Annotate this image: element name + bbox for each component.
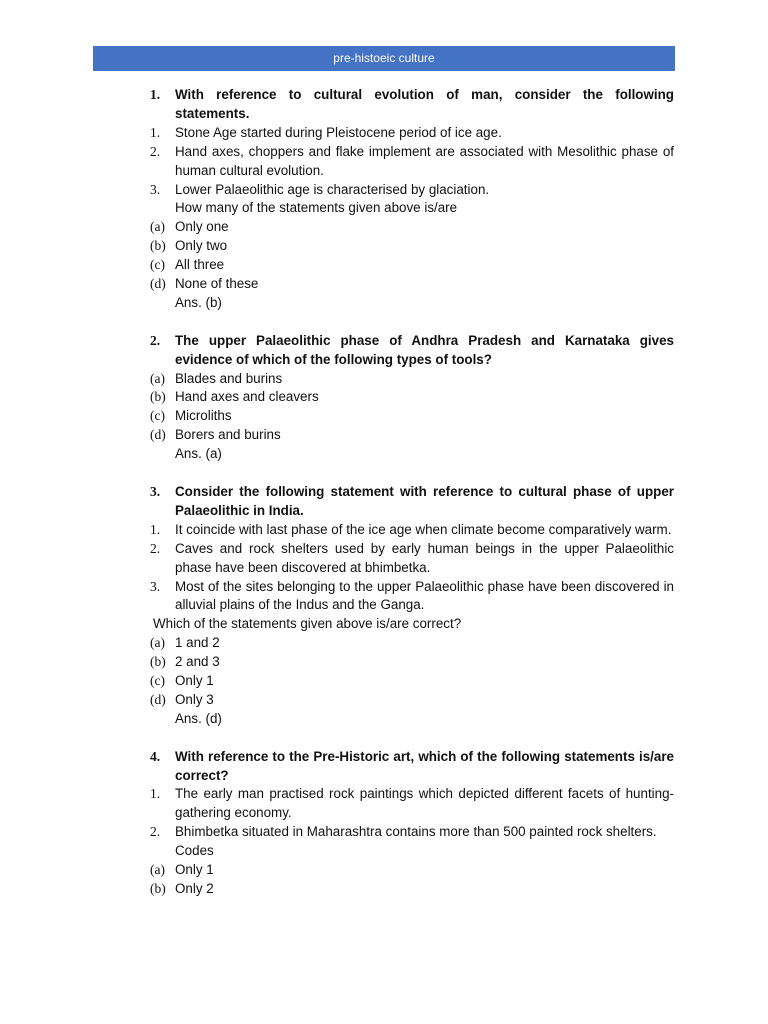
- statement-text: Caves and rock shelters used by early human beings in the upper Palaeolithic phase have been discovered at bhimbetka.: [175, 540, 674, 575]
- statement-text: It coincide with last phase of the ice age when climate become comparatively warm.: [175, 521, 672, 537]
- option-item: [150, 634, 674, 653]
- option-label: (c): [150, 408, 165, 424]
- question-2: [150, 332, 674, 370]
- question-text: Consider the following statement with reference to cultural phase of upper Palaeolithic in India.: [175, 484, 674, 518]
- answer-text: Ans. (b): [175, 294, 222, 310]
- option-item: [150, 880, 674, 899]
- option-item: [150, 426, 674, 445]
- option-text: Borers and burins: [175, 427, 281, 443]
- statement-item: [150, 785, 674, 823]
- option-label: (c): [150, 257, 165, 273]
- option-label: (b): [150, 238, 166, 254]
- option-item: [150, 370, 674, 389]
- option-label: (b): [150, 881, 166, 897]
- statement-item: [150, 578, 674, 616]
- question-prompt: Which of the statements given above is/are correct?: [153, 616, 462, 632]
- statement-number: 1.: [150, 124, 161, 140]
- option-label: (d): [150, 276, 166, 292]
- question-number: 2.: [150, 332, 161, 348]
- option-item: [150, 407, 674, 426]
- option-item: [150, 237, 674, 256]
- option-item: [150, 218, 674, 237]
- statement-number: 2.: [150, 824, 161, 840]
- option-label: (d): [150, 427, 166, 443]
- option-item: [150, 861, 674, 880]
- option-item: [150, 672, 674, 691]
- option-text: Only 2: [175, 881, 214, 897]
- option-label: (a): [150, 370, 165, 386]
- option-item: [150, 388, 674, 407]
- spacer: [150, 313, 674, 332]
- statement-number: 1.: [150, 521, 161, 537]
- question-prompt: How many of the statements given above is/are: [175, 200, 458, 216]
- statement-text: Lower Palaeolithic age is characterised by glaciation.: [175, 181, 490, 197]
- statement-item: [150, 540, 674, 578]
- question-number: 1.: [150, 87, 161, 102]
- option-item: [150, 256, 674, 275]
- statement-text: Most of the sites belonging to the upper Palaeolithic phase have been discovered in alluvial plains of the Indus and the Ganga.: [175, 578, 674, 613]
- option-text: Only 1: [175, 673, 214, 689]
- option-label: (a): [150, 862, 165, 878]
- question-text: The upper Palaeolithic phase of Andhra Pradesh and Karnataka gives evidence of which of the following types of tools?: [175, 332, 674, 367]
- option-text: Blades and burins: [175, 370, 283, 386]
- option-item: [150, 275, 674, 294]
- option-text: Only two: [175, 238, 228, 254]
- statement-number: 2.: [150, 540, 161, 556]
- statement-item: [150, 181, 674, 200]
- question-number: 4.: [150, 748, 161, 764]
- statement-text: Stone Age started during Pleistocene period of ice age.: [175, 124, 502, 140]
- answer-text: Ans. (a): [175, 446, 222, 462]
- statement-number: 2.: [150, 143, 161, 159]
- statement-text: Hand axes, choppers and flake implement are associated with Mesolithic phase of human cultural evolution.: [175, 143, 674, 178]
- answer-text: Ans. (d): [175, 710, 222, 726]
- question-text: With reference to cultural evolution of man, consider the following statements.: [175, 87, 674, 121]
- statement-item: [150, 521, 674, 540]
- option-text: Only 1: [175, 862, 214, 878]
- option-label: (b): [150, 654, 166, 670]
- document-body: [150, 86, 674, 899]
- statement-text: Bhimbetka situated in Maharashtra contains more than 500 painted rock shelters.: [175, 824, 657, 840]
- option-item: [150, 691, 674, 710]
- option-label: (a): [150, 635, 165, 651]
- statement-item: [150, 124, 674, 143]
- option-item: [150, 653, 674, 672]
- option-text: All three: [175, 257, 225, 273]
- statement-text: The early man practised rock paintings which depicted different facets of hunting-gathering economy.: [175, 786, 674, 821]
- question-text: With reference to the Pre-Historic art, which of the following statements is/are correct?: [175, 748, 674, 783]
- option-label: (b): [150, 389, 166, 405]
- question-1: [150, 86, 674, 124]
- question-3: [150, 483, 674, 521]
- option-text: 1 and 2: [175, 635, 220, 651]
- option-text: Only 3: [175, 691, 214, 707]
- option-label: (c): [150, 673, 165, 689]
- statement-item: [150, 143, 674, 181]
- statement-number: 3.: [150, 578, 161, 594]
- question-number: 3.: [150, 484, 161, 499]
- statement-number: 1.: [150, 786, 161, 802]
- document-header-title: pre-histoeic culture: [93, 46, 675, 71]
- option-text: Only one: [175, 219, 229, 235]
- question-prompt: Codes: [175, 843, 214, 859]
- spacer: [150, 729, 674, 748]
- statement-item: [150, 823, 674, 842]
- option-text: 2 and 3: [175, 654, 220, 670]
- statement-number: 3.: [150, 181, 161, 197]
- option-text: Microliths: [175, 408, 232, 424]
- question-4: [150, 748, 674, 786]
- option-label: (d): [150, 691, 166, 707]
- option-label: (a): [150, 219, 165, 235]
- spacer: [150, 464, 674, 483]
- option-text: Hand axes and cleavers: [175, 389, 319, 405]
- option-text: None of these: [175, 276, 259, 292]
